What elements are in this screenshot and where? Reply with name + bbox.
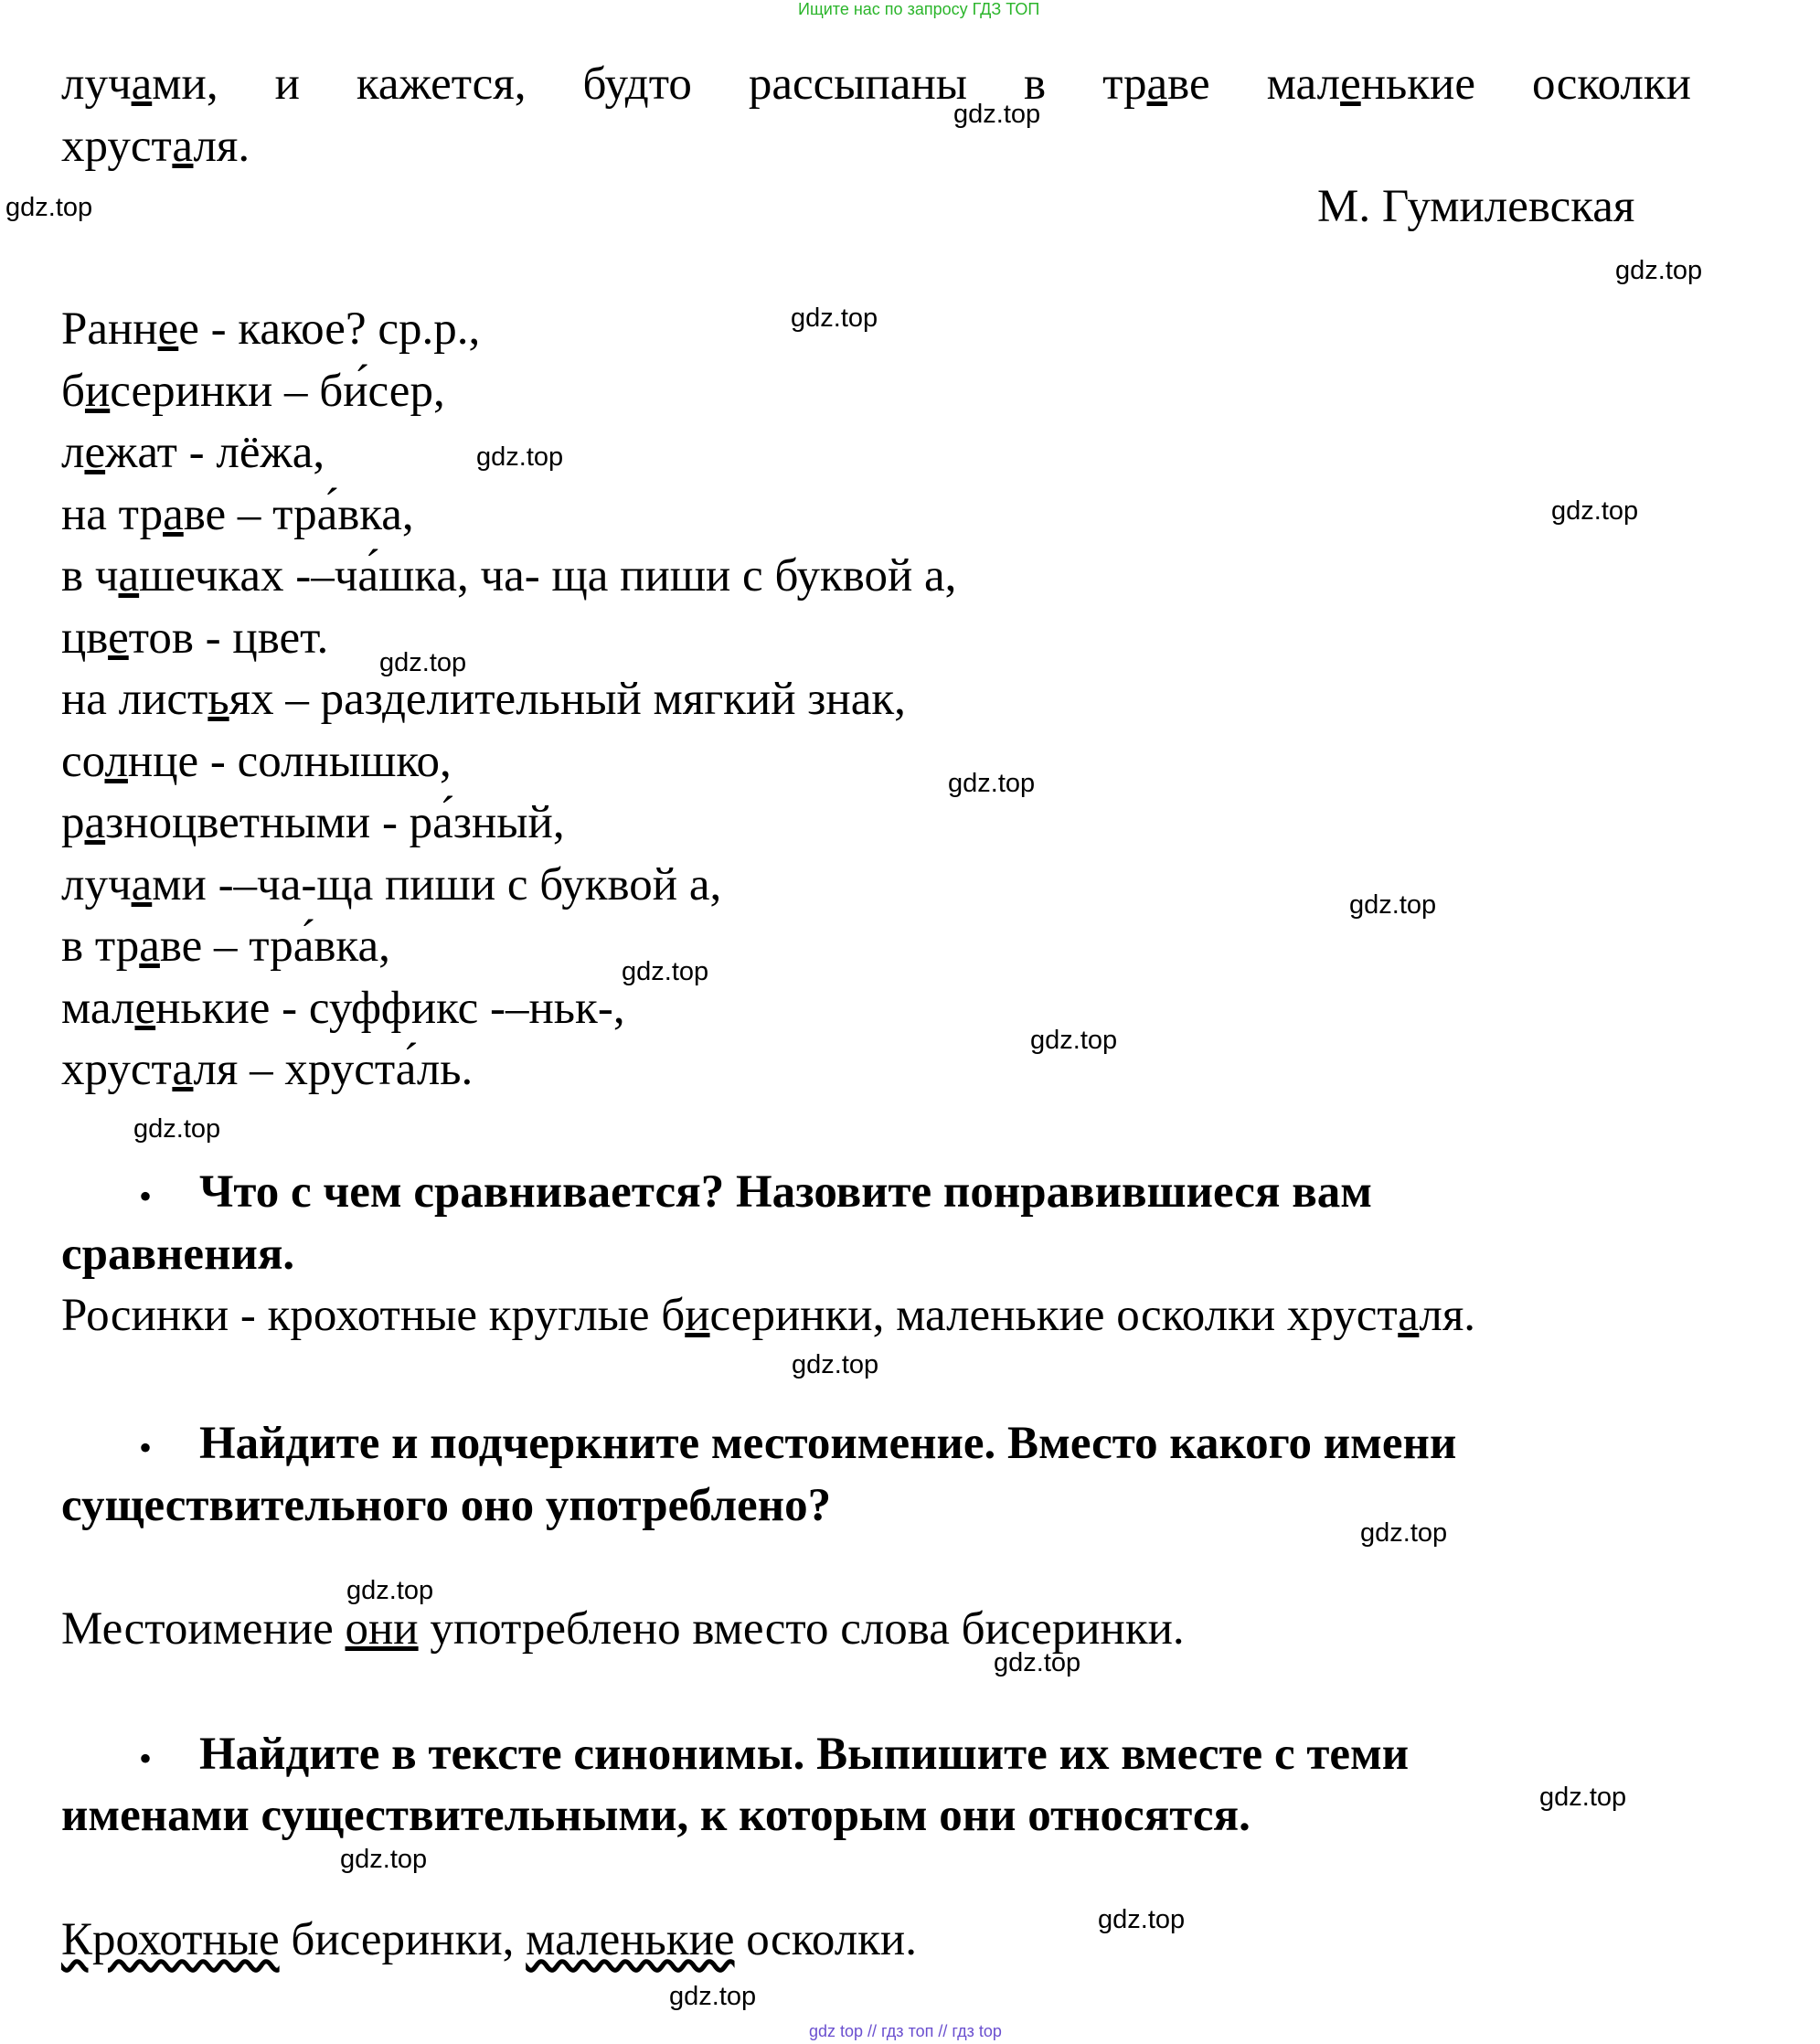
analysis-line: бисеринки – би́сер, [61,366,445,417]
watermark: gdz.top [792,1350,879,1379]
analysis-line: в чашечках -–ча́шка, ча- ща пиши с буквой а, [61,550,957,601]
question-1-line-1: Что с чем сравнивается? Назовите понравившиеся вам [199,1166,1372,1218]
analysis-line: в траве – тра́вка, [61,921,390,972]
intro-word: будто [582,59,692,110]
analysis-line: на траве – тра́вка, [61,489,414,540]
watermark: gdz.top [133,1114,221,1144]
watermark: gdz.top [1615,256,1703,285]
watermark: gdz.top [476,442,564,472]
answer-2-after: употреблено вместо слова бисеринки. [418,1603,1185,1655]
question-3-line-1: Найдите в тексте синонимы. Выпишите их вместе с теми [199,1729,1410,1780]
watermark: gdz.top [994,1648,1081,1677]
analysis-line: маленькие - суффикс -–ньк-, [61,983,625,1034]
analysis-line: хрусталя – хруста́ль. [61,1044,474,1095]
intro-line-2: хрусталя. [61,121,250,172]
answer-1: Росинки - крохотные круглые бисеринки, маленькие осколки хрусталя. [61,1290,1476,1341]
watermark: gdz.top [1551,496,1639,526]
analysis-line: лучами -–ча-ща пиши с буквой а, [61,859,722,910]
analysis-line: на листьях – разделительный мягкий знак, [61,674,906,725]
analysis-line: цветов - цвет. [61,612,329,664]
watermark: gdz.top [346,1576,434,1605]
footer-watermark: gdz top // гдз топ // гдз top [809,2022,1002,2040]
question-2-line-1: Найдите и подчеркните местоимение. Вместо какого имени [199,1418,1457,1469]
watermark: gdz.top [1098,1905,1186,1934]
intro-word: осколки [1531,59,1691,110]
answer-3-end: осколки. [734,1914,917,1965]
bullet: • [139,1176,153,1217]
answer-2-before: Местоимение [61,1603,346,1655]
synonym-2: маленькие [526,1914,735,1965]
intro-word: и [274,59,300,110]
intro-word: траве [1102,59,1210,110]
pronoun: они [345,1603,419,1655]
analysis-line: разноцветными - ра́зный, [61,797,565,848]
watermark: gdz.top [622,957,709,986]
intro-word: в [1024,59,1047,110]
watermark: gdz.top [5,193,93,222]
watermark: gdz.top [1539,1783,1627,1812]
bullet: • [139,1738,153,1779]
watermark: gdz.top [953,100,1041,129]
watermark: gdz.top [1349,890,1437,920]
analysis-line: Раннее - какое? ср.р., [61,303,481,355]
watermark: gdz.top [379,648,467,677]
synonym-1: Крохотные [61,1914,280,1965]
watermark: gdz.top [1030,1026,1118,1055]
bullet: • [139,1427,153,1468]
author: М. Гумилевская [1317,181,1635,232]
watermark: gdz.top [948,769,1036,798]
intro-word: рассыпаны [748,59,968,110]
answer-3-mid: бисеринки, [279,1914,527,1965]
intro-word: кажется, [356,59,527,110]
answer-3 [61,1909,917,1971]
analysis-line: лежат - лёжа, [61,427,325,478]
watermark: gdz.top [1360,1518,1448,1548]
question-3-line-2: именами существительными, к которым они относятся. [61,1790,1251,1841]
question-2-line-2: существительного оно употреблено? [61,1480,832,1531]
watermark: gdz.top [669,1982,757,2011]
intro-line-1 [61,53,1691,115]
intro-word: лучами, [61,59,218,110]
intro-word: маленькие [1266,59,1475,110]
watermark: gdz.top [791,303,878,333]
header-watermark: Ищите нас по запросу ГДЗ ТОП [798,0,1040,18]
question-1-line-2: сравнения. [61,1229,295,1280]
watermark: gdz.top [340,1845,428,1874]
analysis-line: солнце - солнышко, [61,736,452,787]
